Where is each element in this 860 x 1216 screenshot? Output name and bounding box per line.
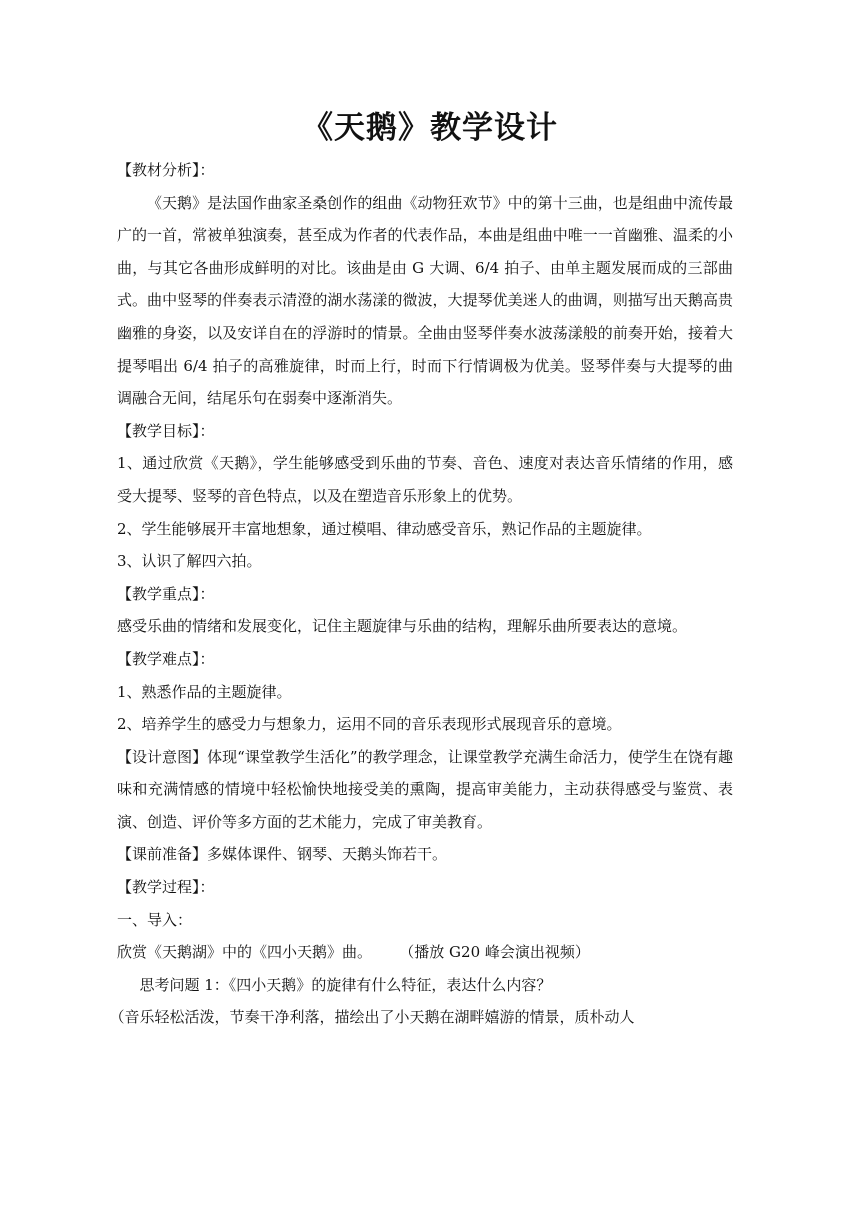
step-heading-introduction: 一、导入：	[117, 910, 193, 929]
section-heading-material-analysis: 【教材分析】：	[117, 161, 215, 179]
goal-item-3: 3、认识了解四六拍。	[117, 552, 262, 571]
section-heading-teaching-process: 【教学过程】：	[117, 878, 215, 897]
paragraph-answer-1: （音乐轻松活泼，节奏干净利落，描绘出了小天鹅在湖畔嬉游的情景，质朴动人	[109, 1008, 635, 1027]
difficulty-item-1: 1、熟悉作品的主题旋律。	[117, 682, 292, 701]
difficulty-item-2: 2、培养学生的感受力与想象力，运用不同的音乐表现形式展现音乐的意境。	[117, 715, 622, 734]
section-heading-key-points: 【教学重点】：	[117, 584, 215, 603]
paragraph-key-points: 感受乐曲的情绪和发展变化，记住主题旋律与乐曲的结构，理解乐曲所要表达的意境。	[117, 617, 688, 636]
section-heading-difficulties: 【教学难点】：	[117, 649, 215, 668]
paragraph-preparation: 【课前准备】多媒体课件、钢琴、天鹅头饰若干。	[117, 845, 448, 864]
goal-item-1: 1、通过欣赏《天鹅》，学生能够感受到乐曲的节奏、音色、速度对表达音乐情绪的作用，感受大提琴、竖琴的音色特点，以及在塑造音乐形象上的优势。	[117, 454, 733, 505]
document-body	[109, 154, 733, 1034]
paragraph-design-intent: 【设计意图】体现“课堂教学生活化”的教学理念，让课堂教学充满生命活力，使学生在饶有趣味和充满情感的情境中轻松愉快地接受美的熏陶，提高审美能力，主动获得感受与鉴赏、表演、创造、评价等多方面的艺术能力，完成了审美教育。	[117, 747, 733, 831]
goal-item-2: 2、学生能够展开丰富地想象，通过模唱、律动感受音乐，熟记作品的主题旋律。	[117, 519, 652, 538]
section-heading-teaching-goals: 【教学目标】：	[117, 421, 215, 440]
paragraph-material-analysis: 《天鹅》是法国作曲家圣桑创作的组曲《动物狂欢节》中的第十三曲，也是组曲中流传最广的一首，常被单独演奏，甚至成为作者的代表作品，本曲是组曲中唯一一首幽雅、温柔的小曲，与其它各曲形成鲜明的对比。该曲是由 G 大调、6/4 拍子、由单主题发展而成的三部曲式。曲中竖琴的伴奏表示清澄的湖水荡漾的微波，大提琴优美迷人的曲调，则描写出天鹅高贵幽雅的身姿，以及安详自在的浮游时的情景。全曲由竖琴伴奏水波荡漾般的前奏开始，接着大提琴唱出 6/4 拍子的高雅旋律，时而上行，时而下行情调极为优美。竖琴伴奏与大提琴的曲调融合无间，结尾乐句在弱奏中逐渐消失。	[117, 193, 733, 408]
document-title: 《天鹅》教学设计	[302, 110, 558, 146]
paragraph-listening: 欣赏《天鹅湖》中的《四小天鹅》曲。 （播放 G20 峰会演出视频）	[117, 943, 590, 962]
paragraph-question-1: 思考问题 1：《四小天鹅》的旋律有什么特征，表达什么内容？	[139, 975, 552, 994]
